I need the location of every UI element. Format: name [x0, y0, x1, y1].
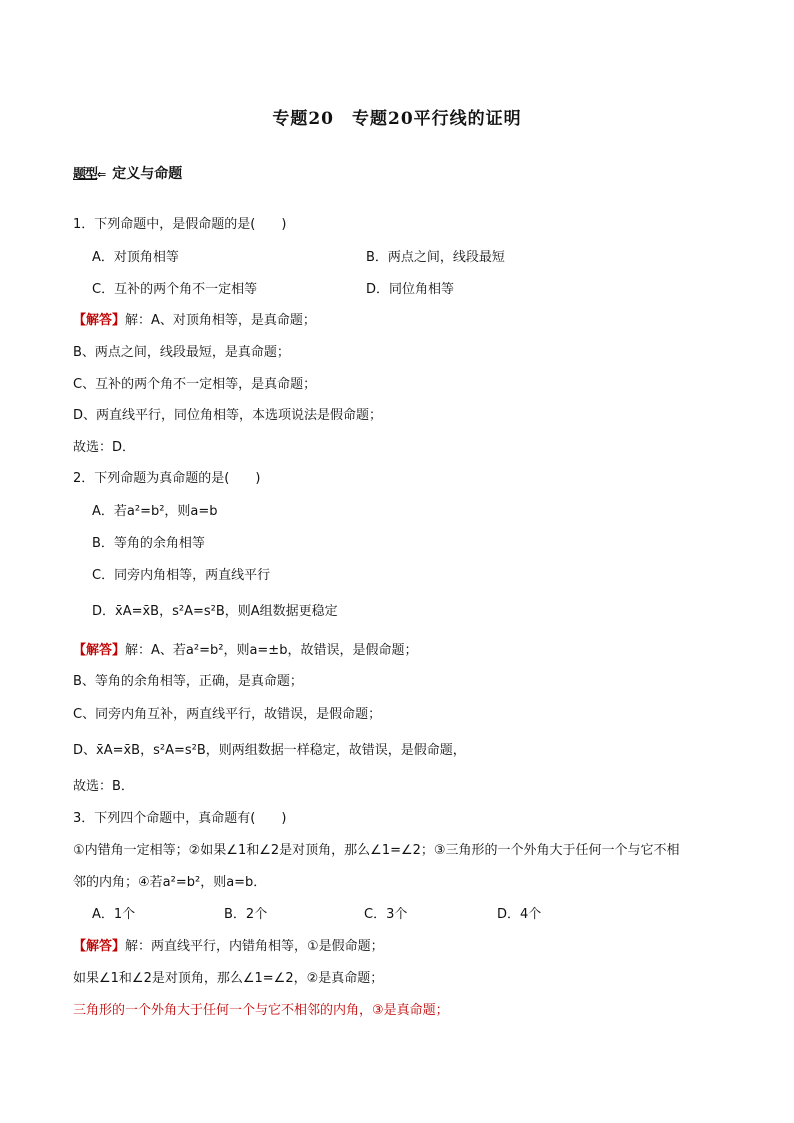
q2-solution-line: 【解答】解：A、若a²=b²，则a=±b，故错误，是假命题； [73, 643, 418, 658]
answer-label: 【解答】 [73, 643, 126, 658]
section-heading [73, 163, 182, 183]
q1-option-a: A．对顶角相等 [92, 250, 179, 265]
q2-option-c: C．同旁内角相等，两直线平行 [92, 568, 271, 583]
q2-stem: 2．下列命题为真命题的是( ) [73, 471, 261, 486]
q3-option-d: D．4个 [497, 907, 542, 922]
q1-option-d: D．同位角相等 [366, 282, 455, 297]
q2-solution-line: D、x̄A=x̄B，s²A=s²B，则两组数据一样稳定，故错误，是假命题， [73, 743, 466, 758]
q1-solution-line: C、互补的两个角不一定相等，是真命题； [73, 377, 317, 392]
q2-option-b: B．等角的余角相等 [92, 536, 205, 551]
q3-option-a: A．1个 [92, 907, 136, 922]
q3-stem: 3．下列四个命题中，真命题有( ) [73, 811, 287, 826]
q2-solution-line: C、同旁内角互补，两直线平行，故错误，是假命题； [73, 707, 382, 722]
q1-stem: 1．下列命题中，是假命题的是( ) [73, 217, 287, 232]
q3-solution-line: 【解答】解：两直线平行，内错角相等，①是假命题； [73, 939, 384, 954]
q1-solution-line: 【解答】解：A、对顶角相等，是真命题； [73, 313, 316, 328]
arrow-icon: ⇐ [97, 168, 107, 181]
q3-option-c: C．3个 [364, 907, 408, 922]
section-label: 定义与命题 [112, 166, 183, 182]
q3-solution-line: 如果∠1和∠2是对顶角，那么∠1=∠2，②是真命题； [73, 971, 384, 986]
answer-label: 【解答】 [73, 313, 126, 328]
q1-solution-line: B、两点之间，线段最短，是真命题； [73, 345, 290, 360]
q3-solution-line: 三角形的一个外角大于任何一个与它不相邻的内角，③是真命题； [73, 1003, 449, 1018]
q3-statements-line2: 邻的内角；④若a²=b²，则a=b． [73, 875, 267, 890]
answer-label: 【解答】 [73, 939, 126, 954]
q1-solution-line: D、两直线平行，同位角相等，本选项说法是假命题； [73, 408, 383, 423]
q3-option-b: B．2个 [224, 907, 268, 922]
q2-option-a: A．若a²=b²，则a=b [92, 504, 218, 519]
q1-option-b: B．两点之间，线段最短 [366, 250, 505, 265]
q2-solution-line: B、等角的余角相等，正确，是真命题； [73, 674, 303, 689]
section-tag: 题型 [73, 167, 98, 182]
q2-option-d: D．x̄A=x̄B，s²A=s²B，则A组数据更稳定 [92, 604, 338, 619]
q1-conclusion: 故选：D． [73, 440, 136, 455]
q2-conclusion: 故选：B． [73, 779, 134, 794]
q3-statements-line1: ①内错角一定相等；②如果∠1和∠2是对顶角，那么∠1=∠2；③三角形的一个外角大于任何一个与它不相 [73, 843, 680, 858]
q1-option-c: C．互补的两个角不一定相等 [92, 282, 258, 297]
page-title: 专题20 专题20平行线的证明 [272, 109, 522, 129]
